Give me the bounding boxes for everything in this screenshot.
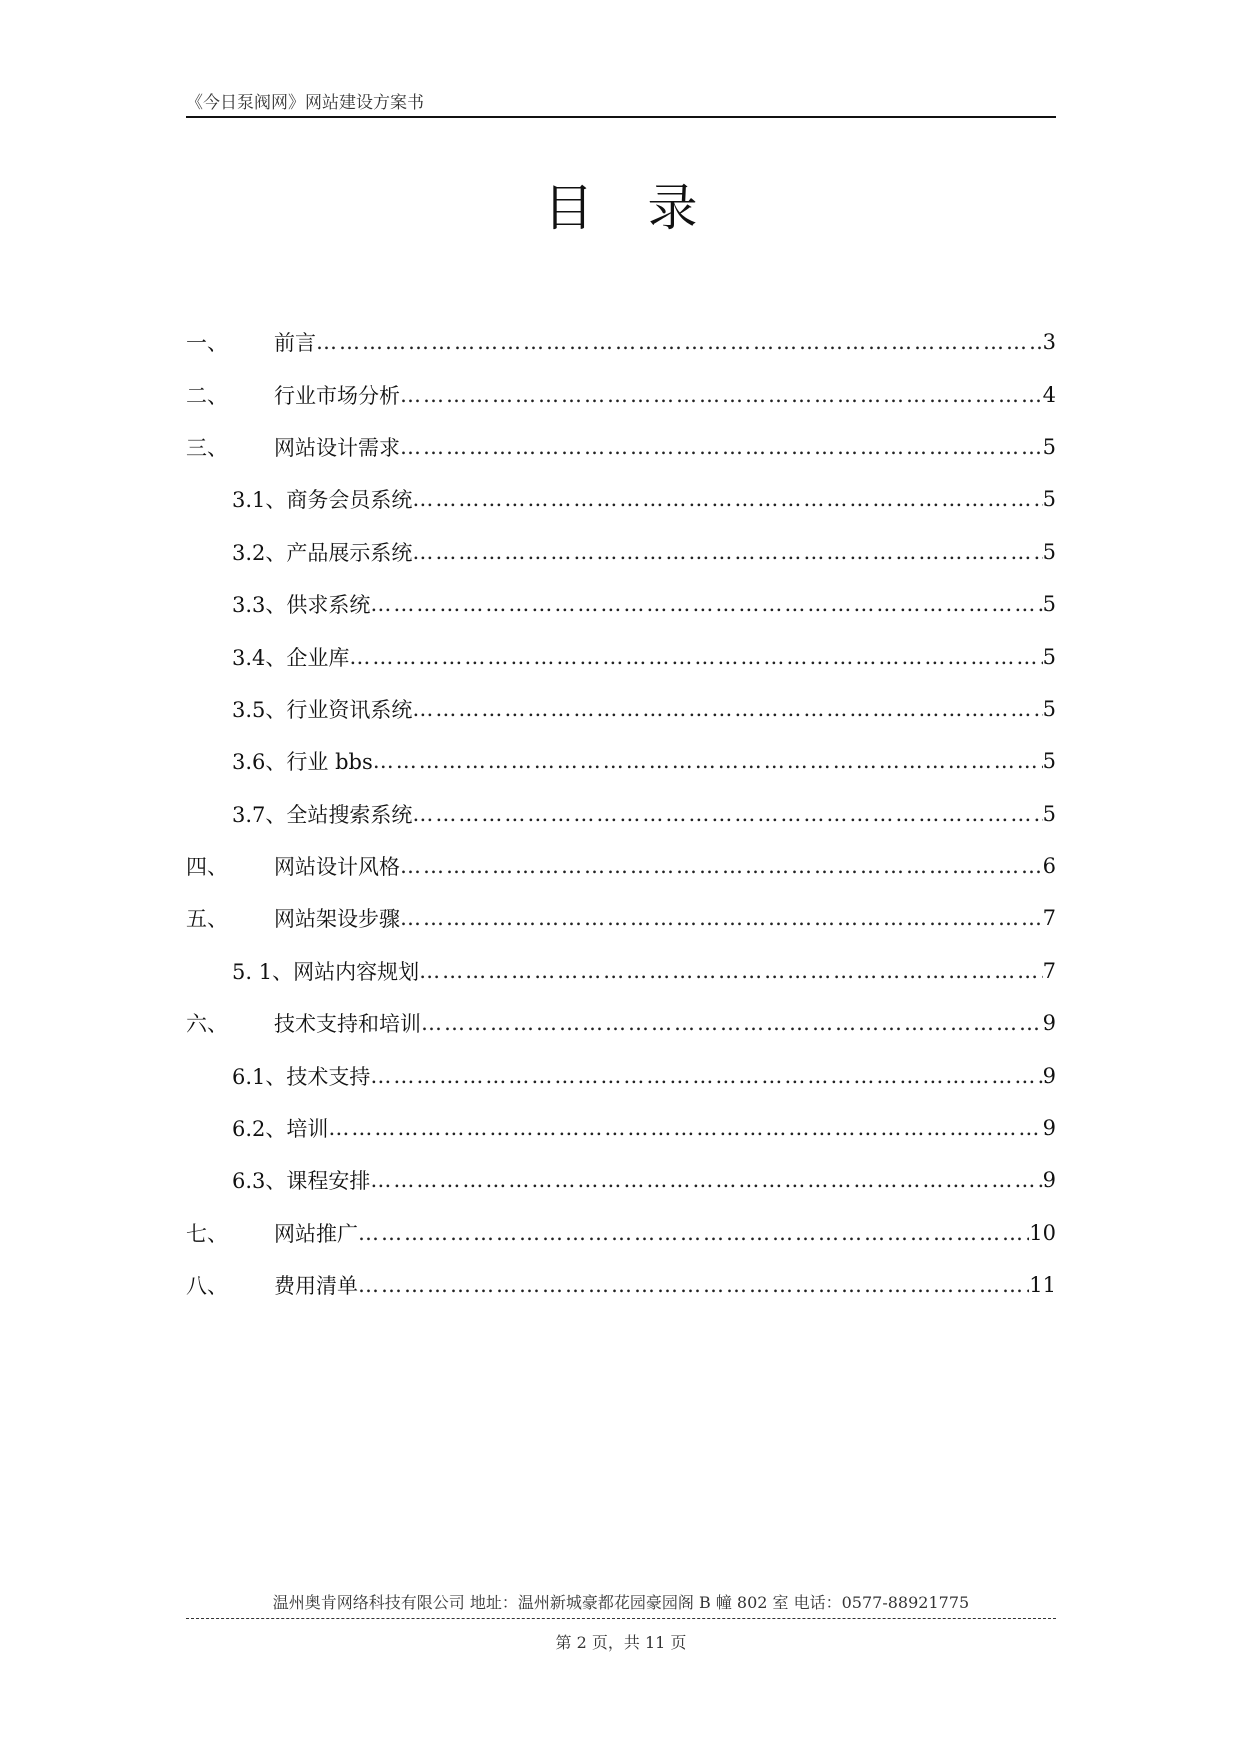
toc-page-number: 9 xyxy=(1042,1168,1056,1193)
dot-leader xyxy=(412,802,1042,826)
dot-leader xyxy=(316,330,1043,354)
toc-entry[interactable] xyxy=(186,316,1056,368)
toc-number: 二、 xyxy=(186,383,228,408)
dot-leader xyxy=(370,1064,1042,1088)
page-title: 目录 xyxy=(543,179,752,237)
dot-leader xyxy=(400,383,1043,407)
toc-label: 网站推广 xyxy=(274,1221,358,1246)
toc-number: 四、 xyxy=(186,855,228,880)
toc-entry[interactable] xyxy=(186,945,1056,997)
toc-label: 网站设计风格 xyxy=(274,855,400,880)
dot-leader xyxy=(400,435,1043,459)
toc-page-number: 3 xyxy=(1042,330,1056,355)
toc-page-number: 7 xyxy=(1042,906,1056,931)
toc-page-number: 5 xyxy=(1042,539,1056,564)
toc-label: 行业资讯系统 xyxy=(286,697,413,722)
toc-label: 培训 xyxy=(286,1117,329,1142)
toc-page-number: 5 xyxy=(1042,749,1056,774)
toc-number: 6.3、 xyxy=(232,1169,287,1194)
toc-page-number: 9 xyxy=(1042,1011,1056,1036)
toc-page-number: 7 xyxy=(1042,958,1056,983)
dot-leader xyxy=(400,906,1043,930)
dot-leader xyxy=(370,592,1042,616)
toc-entry[interactable] xyxy=(186,368,1056,420)
toc-page-number: 11 xyxy=(1029,1273,1056,1298)
table-of-contents xyxy=(186,316,1056,1311)
dot-leader xyxy=(358,1273,1029,1297)
toc-entry[interactable] xyxy=(186,997,1056,1049)
dot-leader xyxy=(412,697,1042,721)
toc-number: 3.7、 xyxy=(232,802,287,827)
toc-page-number: 9 xyxy=(1042,1116,1056,1141)
toc-number: 3.6、 xyxy=(232,750,287,775)
toc-number: 五、 xyxy=(186,907,228,932)
toc-label: 前言 xyxy=(274,331,316,356)
toc-label: 产品展示系统 xyxy=(286,540,413,565)
toc-label: 全站搜索系统 xyxy=(286,802,413,827)
toc-entry[interactable] xyxy=(186,421,1056,473)
toc-number: 3.3、 xyxy=(232,593,287,618)
toc-label: 商务会员系统 xyxy=(286,488,413,513)
toc-entry[interactable] xyxy=(186,630,1056,682)
toc-entry[interactable] xyxy=(186,473,1056,525)
dot-leader xyxy=(349,645,1042,669)
dot-leader xyxy=(400,854,1043,878)
dot-leader xyxy=(358,1221,1029,1245)
dot-leader xyxy=(328,1116,1042,1140)
header-text: 《今日泵阀网》网站建设方案书 xyxy=(186,93,424,113)
toc-page-number: 5 xyxy=(1042,434,1056,459)
dot-leader xyxy=(419,959,1043,983)
toc-entry[interactable] xyxy=(186,1259,1056,1311)
toc-number: 三、 xyxy=(186,435,228,460)
footer-page-info: 第 2 页，共 11 页 xyxy=(555,1633,687,1652)
toc-number: 5. 1、 xyxy=(232,959,294,984)
toc-number: 六、 xyxy=(186,1012,228,1037)
toc-label: 课程安排 xyxy=(286,1169,371,1194)
toc-page-number: 6 xyxy=(1042,854,1056,879)
toc-label: 费用清单 xyxy=(274,1274,358,1299)
toc-page-number: 5 xyxy=(1042,487,1056,512)
toc-number: 3.5、 xyxy=(232,697,287,722)
toc-entry[interactable] xyxy=(186,683,1056,735)
toc-label: 网站内容规划 xyxy=(293,959,420,984)
toc-entry[interactable] xyxy=(186,578,1056,630)
toc-page-number: 9 xyxy=(1042,1063,1056,1088)
toc-number: 3.2、 xyxy=(232,540,287,565)
toc-number: 八、 xyxy=(186,1274,228,1299)
toc-page-number: 5 xyxy=(1042,696,1056,721)
toc-label: 网站架设步骤 xyxy=(274,907,400,932)
toc-label: 技术支持 xyxy=(286,1064,371,1089)
dot-leader xyxy=(412,540,1042,564)
toc-number: 3.4、 xyxy=(232,645,287,670)
toc-entry[interactable] xyxy=(186,526,1056,578)
toc-page-number: 4 xyxy=(1042,382,1056,407)
dot-leader xyxy=(370,1168,1042,1192)
footer-contact: 温州奥肯网络科技有限公司 地址：温州新城豪都花园豪园阁 B 幢 802 室 电话：0577-88921775 xyxy=(272,1593,970,1612)
toc-number: 七、 xyxy=(186,1221,228,1246)
toc-label: 供求系统 xyxy=(286,593,371,618)
dot-leader xyxy=(421,1011,1043,1035)
toc-number: 6.2、 xyxy=(232,1117,287,1142)
toc-entry[interactable] xyxy=(186,788,1056,840)
running-header xyxy=(186,88,1056,118)
toc-page-number: 5 xyxy=(1042,592,1056,617)
toc-number: 3.1、 xyxy=(232,488,287,513)
toc-label: 行业 bbs xyxy=(286,750,373,775)
footer-divider xyxy=(186,1618,1056,1619)
toc-label: 行业市场分析 xyxy=(274,383,400,408)
dot-leader xyxy=(373,749,1043,773)
toc-entry[interactable] xyxy=(186,1102,1056,1154)
toc-page-number: 5 xyxy=(1042,644,1056,669)
toc-entry[interactable] xyxy=(186,735,1056,787)
toc-page-number: 5 xyxy=(1042,801,1056,826)
toc-entry[interactable] xyxy=(186,1049,1056,1101)
toc-entry[interactable] xyxy=(186,1207,1056,1259)
toc-entry[interactable] xyxy=(186,892,1056,944)
toc-number: 6.1、 xyxy=(232,1064,287,1089)
toc-number: 一、 xyxy=(186,331,228,356)
dot-leader xyxy=(412,487,1042,511)
toc-label: 企业库 xyxy=(286,645,350,670)
toc-label: 网站设计需求 xyxy=(274,435,400,460)
toc-page-number: 10 xyxy=(1029,1220,1056,1245)
toc-entry[interactable] xyxy=(186,840,1056,892)
toc-label: 技术支持和培训 xyxy=(274,1012,421,1037)
toc-entry[interactable] xyxy=(186,1154,1056,1206)
